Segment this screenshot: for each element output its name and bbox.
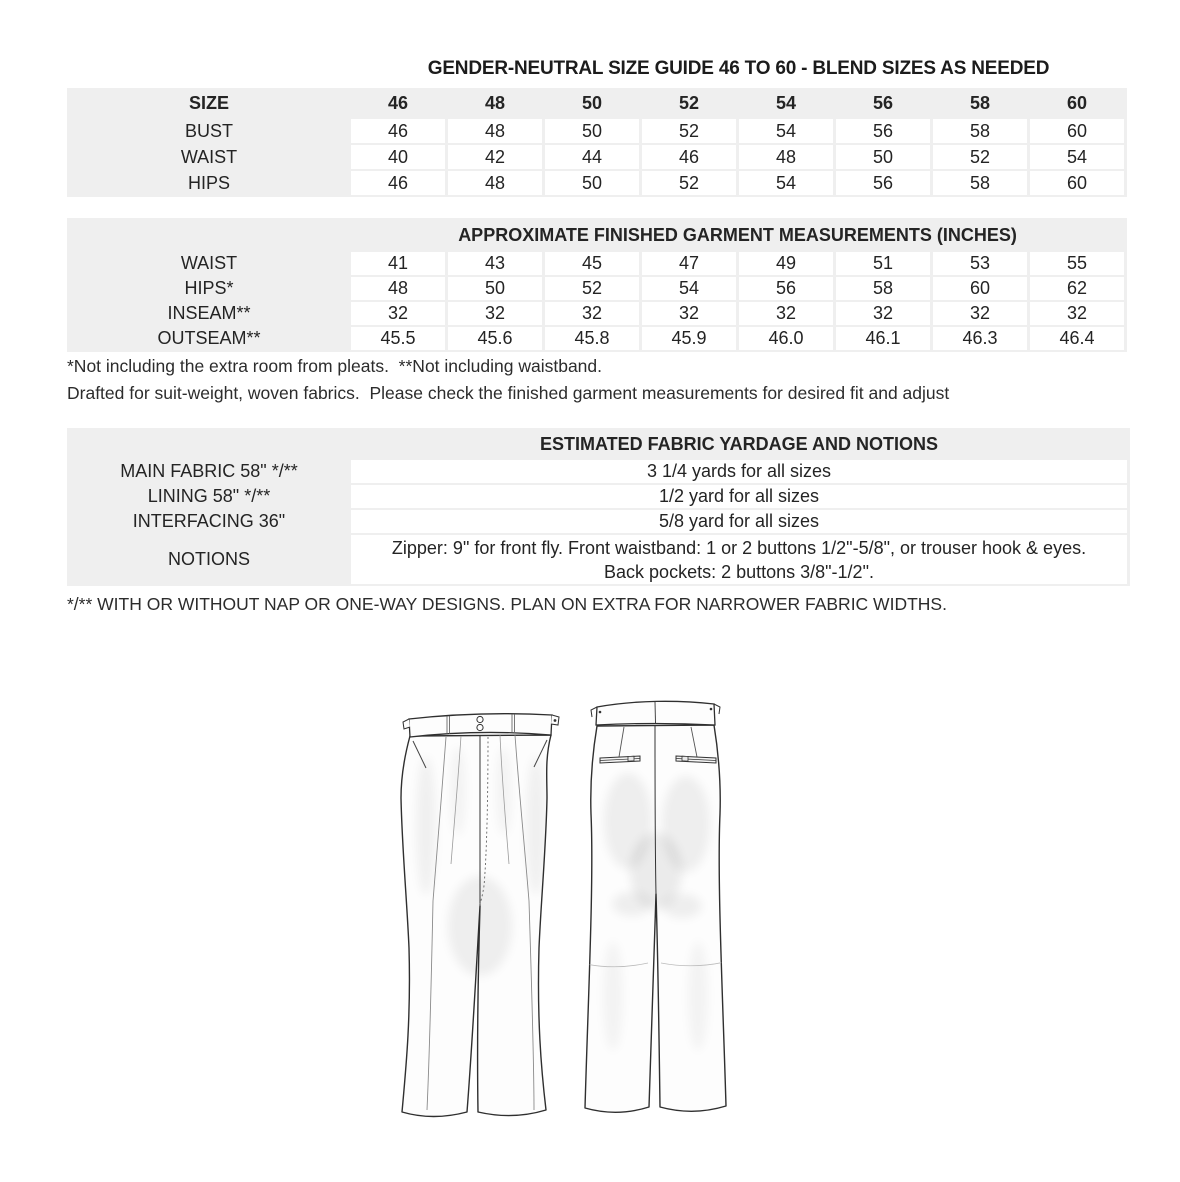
value-cell: 32 xyxy=(351,302,445,325)
value-cell: 56 xyxy=(836,119,930,143)
value-cell: 32 xyxy=(1030,302,1124,325)
value-cell: 3 1/4 yards for all sizes xyxy=(351,460,1127,483)
value-cell: 52 xyxy=(642,119,736,143)
size-column-header: 48 xyxy=(484,93,506,113)
value-cell: 46.3 xyxy=(933,327,1027,350)
value-cell: 48 xyxy=(351,277,445,300)
table-title: APPROXIMATE FINISHED GARMENT MEASUREMENTS (INCHES) xyxy=(458,224,1017,245)
table-row xyxy=(70,145,1124,169)
value-cell: 52 xyxy=(933,145,1027,169)
value-cell: 50 xyxy=(448,277,542,300)
row-label: INSEAM** xyxy=(167,303,251,323)
size-column-header: 56 xyxy=(872,93,894,113)
value-cell: 56 xyxy=(836,171,930,195)
footnote-nap-designs: */** WITH OR WITHOUT NAP OR ONE-WAY DESIGNS. PLAN ON EXTRA FOR NARROWER FABRIC WIDTHS. xyxy=(67,594,947,614)
value-cell: 50 xyxy=(545,171,639,195)
value-cell: 58 xyxy=(933,171,1027,195)
size-column-header: 54 xyxy=(775,93,797,113)
row-label: INTERFACING 36" xyxy=(132,511,286,531)
row-label: BUST xyxy=(184,120,233,141)
trousers-back-view xyxy=(585,701,726,1112)
value-cell: 5/8 yard for all sizes xyxy=(351,510,1127,533)
row-label: HIPS xyxy=(187,172,230,193)
table-row xyxy=(70,171,1124,195)
table-row xyxy=(70,119,1124,143)
value-cell: 32 xyxy=(545,302,639,325)
value-cell: 54 xyxy=(739,171,833,195)
row-label: OUTSEAM** xyxy=(157,328,261,348)
row-label: NOTIONS xyxy=(167,549,250,569)
row-label: LINING 58" */** xyxy=(147,486,271,506)
value-cell: 32 xyxy=(642,302,736,325)
trousers-technical-drawing xyxy=(388,696,760,1132)
value-cell: 51 xyxy=(836,252,930,275)
size-guide-table xyxy=(67,88,1127,197)
yardage-notions-table xyxy=(67,428,1130,586)
size-column-header: 58 xyxy=(969,93,991,113)
waistband-button xyxy=(477,716,483,722)
value-cell: 32 xyxy=(836,302,930,325)
notions-line: Zipper: 9" for front fly. Front waistband: 1 or 2 buttons 1/2"-5/8", or trouser hook & eyes. xyxy=(391,537,1087,558)
pocket-button-tab xyxy=(628,756,634,761)
notions-line: Back pockets: 2 buttons 3/8"-1/2". xyxy=(604,561,874,582)
value-cell: 45.9 xyxy=(642,327,736,350)
trousers-front-view xyxy=(401,714,559,1117)
table-row xyxy=(70,460,1127,483)
table-row xyxy=(70,327,1124,350)
value-cell: 46.0 xyxy=(739,327,833,350)
table-row xyxy=(70,220,1124,250)
value-cell: 54 xyxy=(642,277,736,300)
value-cell: 49 xyxy=(739,252,833,275)
value-cell: 50 xyxy=(836,145,930,169)
value-cell: 42 xyxy=(448,145,542,169)
row-label: WAIST xyxy=(180,146,238,167)
value-cell: 45.6 xyxy=(448,327,542,350)
value-cell: 62 xyxy=(1030,277,1124,300)
row-label: MAIN FABRIC 58" */** xyxy=(120,461,298,481)
value-cell: 58 xyxy=(933,119,1027,143)
value-cell: 60 xyxy=(1030,119,1124,143)
value-cell: 45.8 xyxy=(545,327,639,350)
footnote-fabric-advice: Drafted for suit-weight, woven fabrics. Please check the finished garment measurements for desired fit and adjust xyxy=(67,383,950,403)
empty-cell xyxy=(70,430,348,458)
table-row xyxy=(70,90,1124,117)
value-cell: 55 xyxy=(1030,252,1124,275)
row-label: WAIST xyxy=(180,253,238,273)
value-cell: 52 xyxy=(545,277,639,300)
notions-cell xyxy=(351,535,1127,584)
table-row xyxy=(70,485,1127,508)
table-row xyxy=(70,535,1127,584)
page-title: GENDER-NEUTRAL SIZE GUIDE 46 TO 60 - BLEND SIZES AS NEEDED xyxy=(427,58,1050,79)
finished-measurements-table xyxy=(67,218,1127,352)
footnote-pleats-waistband: *Not including the extra room from pleats. **Not including waistband. xyxy=(67,356,602,376)
pocket-button-tab xyxy=(682,756,688,761)
value-cell: 41 xyxy=(351,252,445,275)
table-row xyxy=(70,510,1127,533)
value-cell: 60 xyxy=(1030,171,1124,195)
value-cell: 32 xyxy=(933,302,1027,325)
value-cell: 48 xyxy=(739,145,833,169)
value-cell: 58 xyxy=(836,277,930,300)
value-cell: 60 xyxy=(933,277,1027,300)
value-cell: 44 xyxy=(545,145,639,169)
value-cell: 1/2 yard for all sizes xyxy=(351,485,1127,508)
value-cell: 50 xyxy=(545,119,639,143)
table-row xyxy=(70,252,1124,275)
value-cell: 46.1 xyxy=(836,327,930,350)
size-column-header: 52 xyxy=(678,93,700,113)
row-label: HIPS* xyxy=(184,278,234,298)
size-header-label: SIZE xyxy=(188,93,229,113)
table-row xyxy=(70,277,1124,300)
waistband-button xyxy=(477,724,483,730)
side-adjuster-tab xyxy=(403,719,410,729)
value-cell: 45.5 xyxy=(351,327,445,350)
value-cell: 32 xyxy=(739,302,833,325)
value-cell: 46 xyxy=(351,171,445,195)
size-column-header: 60 xyxy=(1066,93,1088,113)
value-cell: 47 xyxy=(642,252,736,275)
table-row xyxy=(70,302,1124,325)
value-cell: 48 xyxy=(448,171,542,195)
size-column-header: 46 xyxy=(387,93,409,113)
value-cell: 46.4 xyxy=(1030,327,1124,350)
value-cell: 56 xyxy=(739,277,833,300)
size-column-header: 50 xyxy=(581,93,603,113)
value-cell: 54 xyxy=(1030,145,1124,169)
value-cell: 53 xyxy=(933,252,1027,275)
table-row xyxy=(70,430,1127,458)
table-title: ESTIMATED FABRIC YARDAGE AND NOTIONS xyxy=(539,433,939,454)
value-cell: 54 xyxy=(739,119,833,143)
value-cell: 46 xyxy=(351,119,445,143)
value-cell: 52 xyxy=(642,171,736,195)
empty-cell xyxy=(70,220,348,250)
value-cell: 46 xyxy=(642,145,736,169)
value-cell: 45 xyxy=(545,252,639,275)
value-cell: 32 xyxy=(448,302,542,325)
value-cell: 48 xyxy=(448,119,542,143)
value-cell: 40 xyxy=(351,145,445,169)
value-cell: 43 xyxy=(448,252,542,275)
